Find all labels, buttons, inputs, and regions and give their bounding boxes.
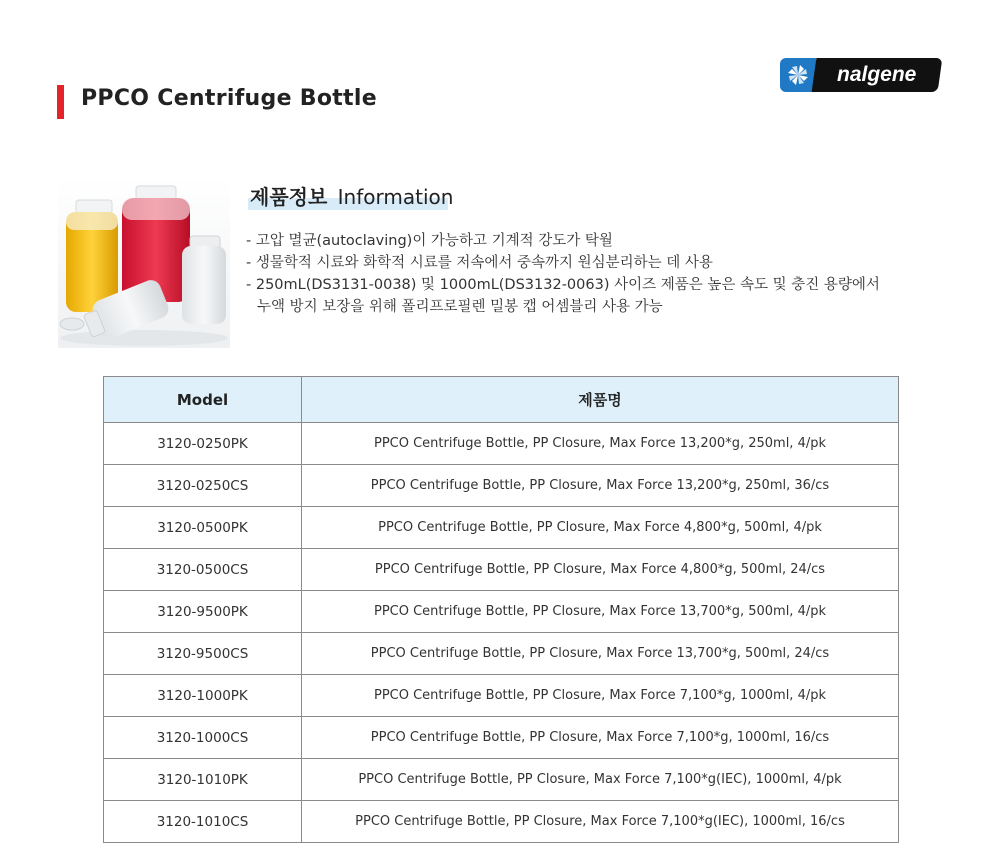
product-name-cell: PPCO Centrifuge Bottle, PP Closure, Max Force 7,100*g, 1000ml, 16/cs (302, 717, 899, 759)
model-cell: 3120-9500CS (104, 633, 302, 675)
product-name-cell: PPCO Centrifuge Bottle, PP Closure, Max Force 4,800*g, 500ml, 24/cs (302, 549, 899, 591)
column-header-model: Model (104, 377, 302, 423)
product-name-cell: PPCO Centrifuge Bottle, PP Closure, Max Force 7,100*g(IEC), 1000ml, 4/pk (302, 759, 899, 801)
table-row (104, 717, 899, 759)
info-bullet-list (246, 230, 946, 318)
table-header-row (104, 377, 899, 423)
model-cell: 3120-1010CS (104, 801, 302, 843)
model-cell: 3120-0250CS (104, 465, 302, 507)
info-heading-en: Information (337, 185, 454, 209)
model-cell: 3120-0500CS (104, 549, 302, 591)
page-title: PPCO Centrifuge Bottle (81, 86, 377, 111)
table-row (104, 759, 899, 801)
product-name-cell: PPCO Centrifuge Bottle, PP Closure, Max Force 7,100*g(IEC), 1000ml, 16/cs (302, 801, 899, 843)
model-cell: 3120-0250PK (104, 423, 302, 465)
product-name-cell: PPCO Centrifuge Bottle, PP Closure, Max Force 7,100*g, 1000ml, 4/pk (302, 675, 899, 717)
product-name-cell: PPCO Centrifuge Bottle, PP Closure, Max Force 13,200*g, 250ml, 4/pk (302, 423, 899, 465)
title-accent-bar (57, 85, 64, 119)
brand-wordmark (812, 58, 943, 92)
info-bullet: - 고압 멸균(autoclaving)이 가능하고 기계적 강도가 탁월 (246, 233, 613, 249)
table-row (104, 633, 899, 675)
product-table (103, 376, 899, 843)
info-bullet: - 생물학적 시료와 화학적 시료를 저속에서 중속까지 원심분리하는 데 사용 (246, 255, 713, 271)
table-row (104, 507, 899, 549)
model-cell: 3120-1000PK (104, 675, 302, 717)
table-row (104, 591, 899, 633)
product-name-cell: PPCO Centrifuge Bottle, PP Closure, Max Force 13,200*g, 250ml, 36/cs (302, 465, 899, 507)
product-name-cell: PPCO Centrifuge Bottle, PP Closure, Max Force 13,700*g, 500ml, 4/pk (302, 591, 899, 633)
column-header-product-name: 제품명 (302, 377, 899, 423)
product-photo (58, 178, 230, 348)
info-bullet-continuation: 누액 방지 보장을 위해 폴리프로필렌 밀봉 캡 어셈블리 사용 가능 (257, 299, 663, 315)
brand-name: nalgene (837, 63, 917, 86)
info-heading-ko: 제품정보 (250, 185, 328, 209)
model-cell: 3120-0500PK (104, 507, 302, 549)
info-bullet: - 250mL(DS3131-0038) 및 1000mL(DS3132-0063) 사이즈 제품은 높은 속도 및 충진 용량에서 (246, 277, 880, 293)
info-heading (250, 181, 453, 210)
table-row (104, 423, 899, 465)
model-cell: 3120-1010PK (104, 759, 302, 801)
table-row (104, 465, 899, 507)
pinwheel-icon (780, 58, 816, 92)
nalgene-logo (780, 58, 942, 94)
product-name-cell: PPCO Centrifuge Bottle, PP Closure, Max Force 13,700*g, 500ml, 24/cs (302, 633, 899, 675)
product-name-cell: PPCO Centrifuge Bottle, PP Closure, Max Force 4,800*g, 500ml, 4/pk (302, 507, 899, 549)
model-cell: 3120-1000CS (104, 717, 302, 759)
table-row (104, 549, 899, 591)
model-cell: 3120-9500PK (104, 591, 302, 633)
table-row (104, 675, 899, 717)
table-row (104, 801, 899, 843)
